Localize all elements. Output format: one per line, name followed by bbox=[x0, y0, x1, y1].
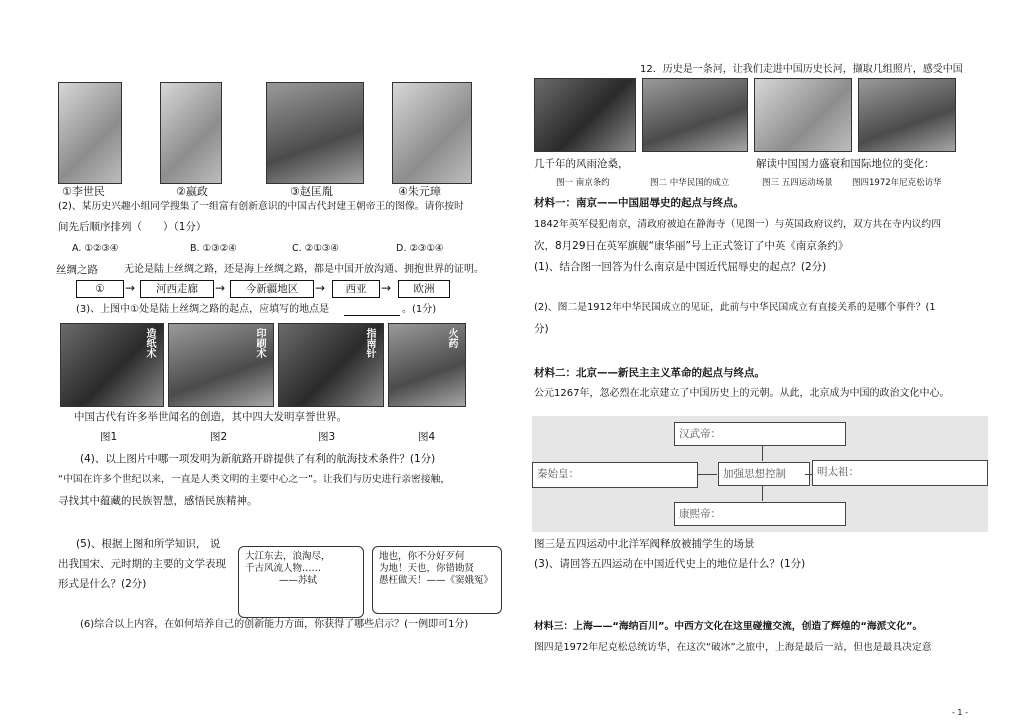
material-1-line2: 次，8月29日在英军旗舰“康华丽”号上正式签订了中英《南京条约》 bbox=[534, 240, 849, 252]
photo-may-fourth bbox=[754, 78, 852, 152]
question-5-line2: 出我国宋、元时期的主要的文学表现 bbox=[58, 558, 226, 570]
fig-label-1: 图1 bbox=[100, 431, 118, 443]
scroll1-line2: 千古风流人物…… bbox=[245, 563, 322, 574]
option-c: C. ②①③④ bbox=[292, 243, 339, 254]
photo-printing bbox=[168, 323, 274, 407]
photo-papermaking bbox=[60, 323, 164, 407]
question-5-line3: 形式是什么？(2分) bbox=[58, 578, 147, 590]
silk-road-text: 无论是陆上丝绸之路，还是海上丝绸之路，都是中国开放沟通、拥抱世界的证明。 bbox=[124, 264, 484, 275]
question-3-tail: 。(1分) bbox=[402, 304, 437, 315]
question-2-line1: (2)、某历史兴趣小组同学搜集了一组富有创新意识的中国古代封建王朝帝王的图像。请你按时 bbox=[58, 201, 464, 212]
page-number: - 1 - bbox=[952, 708, 968, 717]
route-arrow-icon: → bbox=[215, 281, 226, 295]
emperor-caption-2: ②嬴政 bbox=[176, 185, 208, 198]
right-question-1: (1)、结合图一回答为什么南京是中国近代屈辱史的起点？(2分) bbox=[534, 261, 827, 273]
question-4: (4)、以上图片中哪一项发明为新航路开辟提供了有利的航海技术条件？(1分) bbox=[80, 453, 436, 465]
fig-label-2: 图2 bbox=[210, 431, 228, 443]
route-box-3: 今新疆地区 bbox=[230, 280, 314, 298]
route-arrow-icon: → bbox=[381, 281, 392, 295]
right-question-2-line1: (2)、图二是1912年中华民国成立的见证，此前与中华民国成立有直接关系的是哪个事件？(1 bbox=[534, 302, 936, 313]
scroll1-line3: ——苏轼 bbox=[279, 575, 318, 586]
route-arrow-icon: → bbox=[315, 281, 326, 295]
photo-roc-founding bbox=[642, 78, 748, 152]
drama-scroll-dou-e bbox=[372, 546, 502, 614]
portrait-li-shimin bbox=[58, 82, 122, 184]
printing-tag: 印刷术 bbox=[254, 328, 265, 358]
question-12-line2a: 几千年的风雨沧桑， bbox=[534, 158, 629, 170]
option-a: A. ①②③④ bbox=[72, 243, 119, 254]
quote-line1: “中国在许多个世纪以来，一直是人类文明的主要中心之一”。让我们与历史进行亲密接触， bbox=[58, 474, 451, 485]
invention-text: 中国古代有许多举世闻名的创造，其中四大发明享誉世界。 bbox=[74, 411, 347, 423]
answer-blank bbox=[344, 315, 400, 316]
fig-caption-1: 图一 南京条约 bbox=[556, 178, 610, 188]
compass-tag: 指南针 bbox=[364, 328, 375, 358]
material-1-title: 材料一：南京——中国屈辱史的起点与终点。 bbox=[534, 197, 744, 209]
diagram-line-horizontal bbox=[697, 474, 717, 475]
silk-road-label: 丝绸之路 bbox=[56, 264, 98, 276]
fig-caption-2: 图二 中华民国的成立 bbox=[650, 178, 730, 188]
diagram-box-right: 明太祖： bbox=[812, 460, 988, 486]
scroll1-line1: 大江东去，浪淘尽， bbox=[245, 551, 331, 562]
material-1-line1: 1842年英军侵犯南京，清政府被迫在静海寺（见图一）与英国政府议约，双方共在寺内议约四 bbox=[534, 219, 942, 230]
fig-label-3: 图3 bbox=[318, 431, 336, 443]
material-3-title: 材料三：上海——“海纳百川”。中西方文化在这里碰撞交流，创造了辉煌的“海派文化”。 bbox=[534, 621, 923, 632]
right-question-2-line2: 分) bbox=[534, 323, 549, 335]
question-6: (6)综合以上内容，在如何培养自己的创新能力方面，你获得了哪些启示？(一例即可1分) bbox=[80, 619, 469, 630]
scroll2-line1: 地也，你不分好歹何 bbox=[379, 551, 465, 562]
question-12-line2b: 解读中国国力盛衰和国际地位的变化： bbox=[756, 158, 935, 170]
question-5-line1: (5)、根据上图和所学知识， 说 bbox=[76, 538, 221, 550]
thought-control-diagram bbox=[532, 416, 988, 532]
question-2-line2: 间先后顺序排列（ ）（1分） bbox=[58, 221, 207, 233]
scroll2-line3: 愚枉做天！——《窦娥冤》 bbox=[379, 575, 494, 586]
material-2-title: 材料二：北京——新民主主义革命的起点与终点。 bbox=[534, 367, 765, 379]
quote-line2: 寻找其中蕴藏的民族智慧，感悟民族精神。 bbox=[58, 495, 258, 507]
fig-3-text: 图三是五四运动中北洋军阀释放被捕学生的场景 bbox=[534, 538, 755, 550]
route-box-1: ① bbox=[76, 280, 124, 298]
fig-caption-4: 图四1972年尼克松访华 bbox=[852, 178, 942, 188]
gunpowder-tag: 火药 bbox=[446, 328, 457, 348]
emperor-caption-4: ④朱元璋 bbox=[398, 185, 441, 198]
material-2-line: 公元1267年，忽必烈在北京建立了中国历史上的元朝。从此，北京成为中国的政治文化中心。 bbox=[534, 388, 950, 399]
diagram-box-center: 加强思想控制 bbox=[718, 462, 810, 486]
option-d: D. ②③①④ bbox=[396, 243, 444, 254]
emperor-caption-3: ③赵匡胤 bbox=[290, 185, 333, 198]
portrait-zhu-yuanzhang bbox=[392, 82, 472, 184]
right-question-3: (3)、请回答五四运动在中国近代史上的地位是什么？(1分) bbox=[534, 558, 806, 570]
photo-compass bbox=[278, 323, 384, 407]
photo-gunpowder bbox=[388, 323, 466, 407]
diagram-line-vertical bbox=[762, 485, 763, 501]
route-arrow-icon: → bbox=[125, 281, 136, 295]
emperor-caption-1: ①李世民 bbox=[62, 185, 105, 198]
fig-caption-3: 图三 五四运动场景 bbox=[762, 178, 833, 188]
route-box-2: 河西走廊 bbox=[140, 280, 214, 298]
diagram-line-vertical bbox=[762, 445, 763, 461]
photo-nanjing-treaty bbox=[534, 78, 636, 152]
papermaking-tag: 造纸术 bbox=[144, 328, 155, 358]
route-box-5: 欧洲 bbox=[398, 280, 450, 298]
portrait-zhao-kuangyin bbox=[266, 82, 364, 184]
photo-nixon-visit bbox=[858, 78, 956, 152]
question-12-line1: 12．历史是一条河，让我们走进中国历史长河，撷取几组照片，感受中国 bbox=[640, 64, 963, 75]
fig-label-4: 图4 bbox=[418, 431, 436, 443]
route-box-4: 西亚 bbox=[332, 280, 380, 298]
scroll2-line2: 为地！天也，你错勘贤 bbox=[379, 563, 475, 574]
diagram-box-bottom: 康熙帝： bbox=[674, 502, 846, 526]
question-3: (3)、上图中①处是陆上丝绸之路的起点，应填写的地点是 bbox=[76, 304, 330, 315]
diagram-box-left: 秦始皇： bbox=[532, 462, 698, 488]
option-b: B. ①③②④ bbox=[190, 243, 237, 254]
portrait-ying-zheng bbox=[160, 82, 222, 184]
poem-scroll-su-shi bbox=[238, 546, 364, 618]
diagram-box-top: 汉武帝： bbox=[674, 422, 846, 446]
diagram-line-horizontal bbox=[805, 474, 812, 475]
material-3-line: 图四是1972年尼克松总统访华，在这次“破冰”之旅中，上海是最后一站，但也是最具决定意 bbox=[534, 642, 932, 653]
